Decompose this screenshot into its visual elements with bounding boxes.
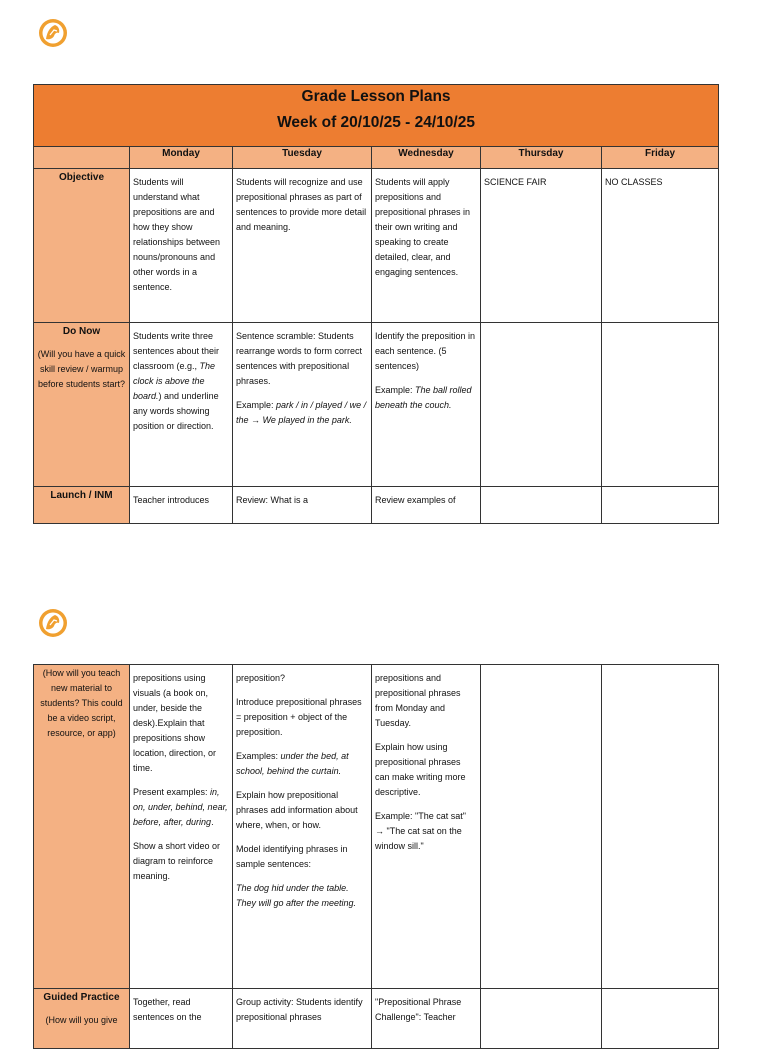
cell-paragraph bbox=[375, 809, 477, 854]
plan-cell-friday bbox=[602, 169, 719, 323]
cell-text: Sentence scramble: Students rearrange words to form correct sentences with prepositional phrases. bbox=[236, 331, 363, 386]
cell-text: . bbox=[211, 817, 214, 827]
school-seal-icon bbox=[28, 8, 78, 58]
cell-text: preposition? bbox=[236, 673, 286, 683]
cell-paragraph bbox=[484, 175, 598, 190]
plan-cell-friday bbox=[602, 487, 719, 524]
cell-text: Example: bbox=[375, 385, 416, 395]
cell-paragraph bbox=[133, 839, 229, 884]
cell-paragraph bbox=[375, 383, 477, 413]
cell-paragraph bbox=[375, 493, 477, 508]
plan-cell-wednesday bbox=[372, 487, 481, 524]
row-prompt: (How will you give bbox=[45, 1015, 118, 1025]
school-seal-icon bbox=[28, 598, 78, 648]
cell-paragraph bbox=[375, 329, 477, 374]
cell-paragraph bbox=[133, 671, 229, 776]
plan-cell-friday bbox=[602, 665, 719, 989]
day-header: Tuesday bbox=[233, 147, 372, 169]
row-label-cell bbox=[34, 323, 130, 487]
cell-paragraph bbox=[236, 749, 368, 779]
row-title: Launch / INM bbox=[50, 490, 113, 501]
row-label-cell bbox=[34, 169, 130, 323]
cell-text: Explain that prepositions show location, direction, or time. bbox=[133, 718, 217, 773]
example-text: under the bed, at school, behind the curtain. bbox=[236, 751, 349, 776]
example-text: park / in / played / we / the → We played in the park. bbox=[236, 400, 367, 425]
row-objective bbox=[34, 169, 719, 323]
example-text: The clock is above the board. bbox=[133, 361, 216, 401]
day-header: Wednesday bbox=[372, 147, 481, 169]
cell-paragraph bbox=[375, 175, 477, 280]
cell-text: Identify the preposition in each sentence. (5 sentences) bbox=[375, 331, 476, 371]
row-label-cell bbox=[34, 487, 130, 524]
cell-text: Together, read sentences on the bbox=[133, 997, 202, 1022]
cell-paragraph bbox=[375, 671, 477, 731]
school-logo bbox=[28, 8, 78, 58]
cell-paragraph bbox=[236, 493, 368, 508]
cell-paragraph bbox=[133, 493, 229, 508]
cell-text: NO CLASSES bbox=[605, 177, 663, 187]
day-header: Thursday bbox=[481, 147, 602, 169]
example-text: The dog hid under the table. They will go after the meeting. bbox=[236, 883, 357, 908]
cell-text: Examples: bbox=[236, 751, 281, 761]
cell-text: Introduce prepositional phrases = preposition + object of the preposition. bbox=[236, 697, 362, 737]
cell-text: Students will recognize and use prepositional phrases as part of sentences to provide more detail and meaning. bbox=[236, 177, 367, 232]
cell-text: Review: What is a bbox=[236, 495, 309, 505]
cell-paragraph bbox=[375, 995, 477, 1025]
row-guided-practice bbox=[34, 989, 719, 1049]
cell-text: Present examples: bbox=[133, 787, 211, 797]
cell-text: Group activity: Students identify prepositional phrases bbox=[236, 997, 363, 1022]
cell-paragraph bbox=[133, 329, 229, 434]
cell-text: Teacher introduces bbox=[133, 495, 210, 505]
cell-paragraph bbox=[133, 995, 229, 1025]
plan-cell-tuesday bbox=[233, 487, 372, 524]
plan-cell-thursday bbox=[481, 323, 602, 487]
cell-text: Students will apply prepositions and prepositional phrases in their own writing and speaking to create detailed, clear, and engaging sentences. bbox=[375, 177, 471, 277]
plan-cell-tuesday bbox=[233, 323, 372, 487]
plan-title-cell bbox=[34, 85, 719, 147]
cell-paragraph bbox=[236, 842, 368, 872]
plan-cell-monday bbox=[130, 989, 233, 1049]
plan-cell-thursday bbox=[481, 169, 602, 323]
cell-text: Show a short video or diagram to reinforce meaning. bbox=[133, 841, 221, 881]
cell-text: prepositions using visuals (a book on, under, beside the desk). bbox=[133, 673, 209, 728]
cell-text: Explain how prepositional phrases add information about where, when, or how. bbox=[236, 790, 358, 830]
plan-cell-monday bbox=[130, 665, 233, 989]
cell-paragraph bbox=[133, 175, 229, 295]
row-label-cell bbox=[34, 665, 130, 989]
row-launch-continued bbox=[34, 665, 719, 989]
row-label-cell bbox=[34, 989, 130, 1049]
plan-cell-monday bbox=[130, 487, 233, 524]
plan-cell-friday bbox=[602, 989, 719, 1049]
cell-paragraph bbox=[236, 881, 368, 911]
row-title: Do Now bbox=[62, 326, 101, 337]
plan-cell-thursday bbox=[481, 487, 602, 524]
plan-cell-tuesday bbox=[233, 169, 372, 323]
school-logo bbox=[28, 598, 78, 648]
plan-cell-thursday bbox=[481, 989, 602, 1049]
example-text: The ball rolled beneath the couch. bbox=[375, 385, 472, 410]
row-prompt: (How will you teach new material to students? This could be a video script, resource, or app) bbox=[40, 668, 123, 738]
cell-text: Students write three sentences about their classroom (e.g., bbox=[133, 331, 220, 371]
cell-paragraph bbox=[236, 695, 368, 740]
day-header: Monday bbox=[130, 147, 233, 169]
cell-text: Example: "The cat sat" → "The cat sat on the window sill." bbox=[375, 811, 466, 851]
plan-title: Grade Lesson Plans bbox=[301, 88, 451, 105]
cell-paragraph bbox=[133, 785, 229, 830]
cell-paragraph bbox=[236, 398, 368, 428]
header-corner bbox=[34, 147, 130, 169]
plan-cell-tuesday bbox=[233, 665, 372, 989]
plan-cell-wednesday bbox=[372, 323, 481, 487]
cell-text: Review examples of bbox=[375, 495, 456, 505]
row-do-now bbox=[34, 323, 719, 487]
day-header: Friday bbox=[602, 147, 719, 169]
example-text: in, on, under, behind, near, before, after, during bbox=[133, 787, 228, 827]
cell-text: Students will understand what prepositions are and how they show relationships between nouns/pronouns and other words in a sentence. bbox=[133, 177, 221, 292]
lesson-plan-table-page2 bbox=[33, 664, 719, 1049]
cell-paragraph bbox=[236, 788, 368, 833]
cell-paragraph bbox=[236, 175, 368, 235]
cell-paragraph bbox=[236, 329, 368, 389]
cell-text: Explain how using prepositional phrases can make writing more descriptive. bbox=[375, 742, 466, 797]
row-prompt: (Will you have a quick skill review / warmup before students start? bbox=[37, 349, 126, 389]
plan-cell-thursday bbox=[481, 665, 602, 989]
plan-cell-tuesday bbox=[233, 989, 372, 1049]
plan-cell-wednesday bbox=[372, 169, 481, 323]
row-launch bbox=[34, 487, 719, 524]
lesson-plan-table-page1 bbox=[33, 84, 719, 524]
plan-cell-monday bbox=[130, 169, 233, 323]
row-title: Guided Practice bbox=[43, 992, 120, 1003]
day-header-row bbox=[34, 147, 719, 169]
plan-cell-friday bbox=[602, 323, 719, 487]
plan-week: Week of 20/10/25 - 24/10/25 bbox=[277, 114, 475, 131]
cell-text: ) and underline any words showing position or direction. bbox=[133, 391, 219, 431]
cell-text: Model identifying phrases in sample sentences: bbox=[236, 844, 348, 869]
cell-text: prepositions and prepositional phrases from Monday and Tuesday. bbox=[375, 673, 461, 728]
row-title: Objective bbox=[58, 172, 105, 183]
cell-paragraph bbox=[236, 671, 368, 686]
cell-paragraph bbox=[375, 740, 477, 800]
plan-cell-wednesday bbox=[372, 989, 481, 1049]
plan-cell-wednesday bbox=[372, 665, 481, 989]
cell-text: "Prepositional Phrase Challenge": Teacher bbox=[375, 997, 462, 1022]
cell-paragraph bbox=[236, 995, 368, 1025]
plan-cell-monday bbox=[130, 323, 233, 487]
cell-text: Example: bbox=[236, 400, 277, 410]
cell-text: SCIENCE FAIR bbox=[484, 177, 547, 187]
cell-paragraph bbox=[605, 175, 715, 190]
